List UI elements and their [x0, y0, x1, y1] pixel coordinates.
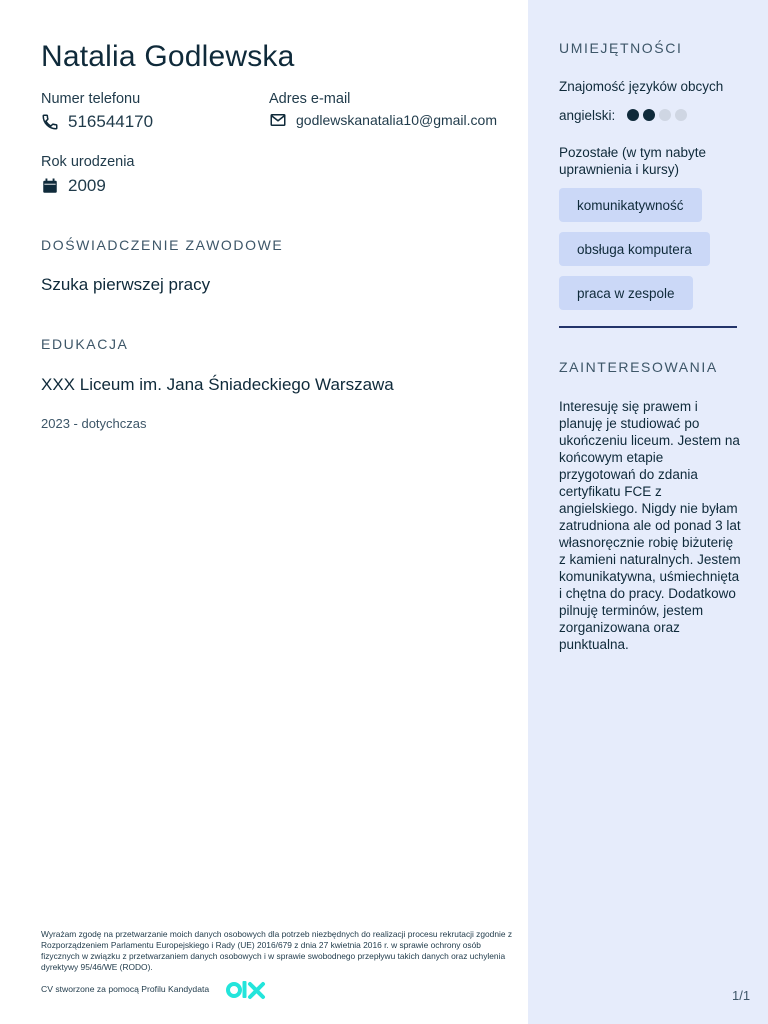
email-label: Adres e-mail — [269, 91, 351, 107]
phone-label: Numer telefonu — [41, 91, 141, 107]
phone-number: 516544170 — [68, 112, 154, 131]
section-divider — [559, 326, 737, 328]
interests-text: Interesuję się prawem i planuję je studiować po ukończeniu liceum. Jestem na końcowym etapie przygotowań do zdania certyfikatu FCE z angielskiego. Nigdy nie byłam zatrudniona ale od ponad 3 lat własnoręcznie robię biżuterię z kamieni naturalnych. Jestem komunikatywna, uśmiechnięta i chętna do pracy. Dodatkowo pilnuję terminów, jestem zorganizowana oraz punktualna. — [559, 399, 741, 652]
language-name: angielski: — [559, 108, 616, 123]
mail-icon — [269, 111, 287, 129]
experience-text: Szuka pierwszej pracy — [41, 275, 211, 294]
language-level — [627, 109, 691, 121]
level-dot-filled — [627, 109, 639, 121]
made-with-note: CV stworzone za pomocą Profilu Kandydata — [41, 984, 210, 994]
email-address: godlewskanatalia10@gmail.com — [296, 112, 497, 128]
level-dot-empty — [675, 109, 687, 121]
page-number: 1/1 — [732, 988, 751, 1003]
phone-row — [41, 112, 153, 132]
birth-year: 2009 — [68, 176, 106, 195]
interests-heading: ZAINTERESOWANIA — [559, 359, 718, 375]
level-dot-filled — [643, 109, 655, 121]
level-dot-empty — [659, 109, 671, 121]
email-row — [269, 111, 497, 129]
rodo-consent: Wyrażam zgodę na przetwarzanie moich danych osobowych dla potrzeb niezbędnych do realizacji procesu rekrutacji zgodnie z Rozporządzeniem Parlamentu Europejskiego i Rady (UE) 2016/679 z dnia 27 kwietnia 2016 r. w sprawie ochrony osób fizycznych w związku z przetwarzaniem danych osobowych i w sprawie swobodnego przepływu takich danych oraz uchylenia dyrektywy 95/46/WE (RODO). — [41, 929, 513, 972]
education-dates: 2023 - dotychczas — [41, 416, 147, 431]
skill-chip: komunikatywność — [559, 188, 702, 222]
skill-chip: praca w zespole — [559, 276, 693, 310]
calendar-icon — [41, 177, 59, 195]
birth-row — [41, 176, 106, 196]
candidate-name: Natalia Godlewska — [41, 40, 295, 73]
education-heading: EDUKACJA — [41, 336, 129, 352]
birth-label: Rok urodzenia — [41, 154, 135, 170]
education-school: XXX Liceum im. Jana Śniadeckiego Warszawa — [41, 375, 394, 394]
languages-label: Znajomość języków obcych — [559, 79, 724, 94]
skill-chip: obsługa komputera — [559, 232, 710, 266]
phone-icon — [41, 113, 59, 131]
olx-logo — [226, 980, 266, 1005]
experience-heading: DOŚWIADCZENIE ZAWODOWE — [41, 237, 284, 253]
other-skills-label: Pozostałe (w tym nabyte uprawnienia i kursy) — [559, 145, 707, 177]
skills-heading: UMIEJĘTNOŚCI — [559, 40, 683, 56]
